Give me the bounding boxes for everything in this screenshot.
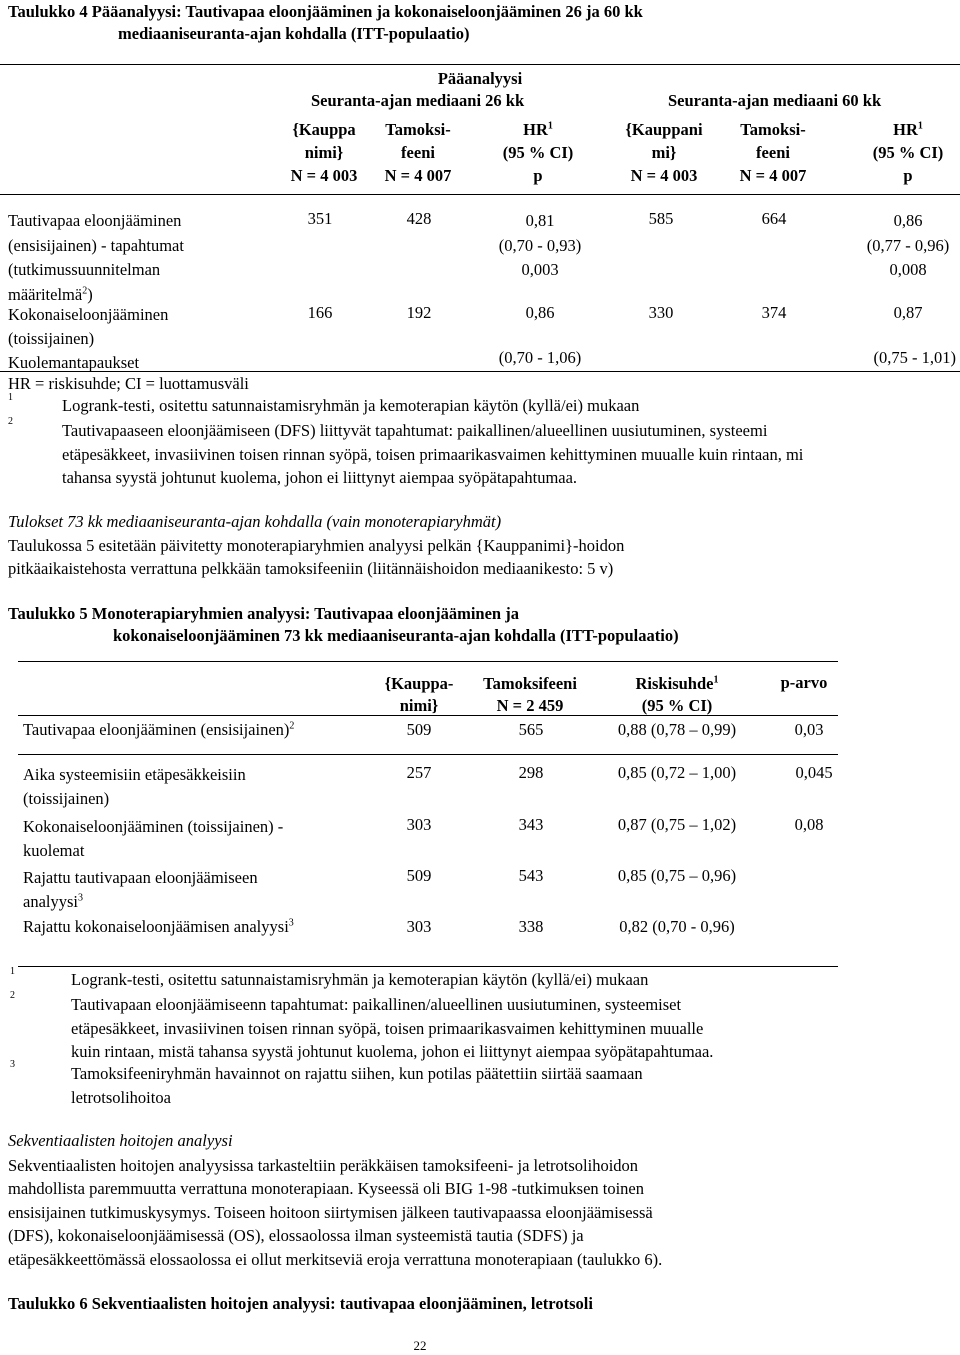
table5-col-header-pvalue: p-arvo	[780, 673, 828, 692]
table4-cell: (0,70 - 1,06)	[498, 348, 582, 367]
table5-footnote-marker: 2	[10, 990, 15, 1001]
table5-cell: 343	[518, 815, 544, 834]
page-number: 22	[413, 1338, 427, 1353]
table5-cell: 0,85 (0,75 – 0,96)	[617, 866, 737, 885]
table4-cell: 0,86	[525, 303, 555, 322]
table4-col-header-tamoxifen-26: Tamoksi- feeni N = 4 007	[384, 120, 452, 185]
table4-cell: 664	[761, 209, 787, 228]
table5-cell: 0,87 (0,75 – 1,02)	[617, 815, 737, 834]
table4-footnote-1: Logrank-testi, ositettu satunnaistamisryhmän ja kemoterapian käytön (kyllä/ei) mukaan	[62, 396, 640, 415]
table5-cell: 565	[518, 720, 544, 739]
table5-row-label: Rajattu tautivapaan eloonjäämiseen analyysi$^3$	[23, 868, 258, 911]
table5-top-rule	[18, 661, 838, 662]
table5-cell: 509	[406, 720, 432, 739]
table6-title: Taulukko 6 Sekventiaalisten hoitojen analyysi: tautivapaa eloonjääminen, letrotsoli	[8, 1294, 593, 1313]
table5-cell: 0,03	[794, 720, 824, 739]
table5-cell: 543	[518, 866, 544, 885]
table5-cell: 0,88 (0,78 – 0,99)	[617, 720, 737, 739]
paragraph-sequential: Sekventiaalisten hoitojen analyysissa tarkasteltiin peräkkäisen tamoksifeeni- ja letrotsolihoidon mahdollista paremmuutta verrattuna monoterapiaan. Kyseessä oli BIG 1-98 -tutkimuksen toinen ensisijainen tutkimuskysymys. Toiseen hoitoon siirtymisen jälkeen tautivapaassa eloonjäämisessä (DFS), kokonaiseloonjäämisessä (OS), elossaolossa ilman systeemistä tautia (SDFS) ja etäpesäkkeettömässä elossaolossa ei ollut merkitseviä eroja verrattuna monoterapiaan (taulukko 6).	[8, 1156, 663, 1269]
table5-col-header-hr: Riskisuhde$^1$ (95 % CI)	[635, 674, 719, 715]
table4-col-header-tamoxifen-60: Tamoksi- feeni N = 4 007	[739, 120, 807, 185]
table5-cell: 0,82 (0,70 - 0,96)	[619, 917, 735, 936]
table5-title-line2: kokonaiseloonjääminen 73 kk mediaaniseuranta-ajan kohdalla (ITT-populaatio)	[113, 626, 679, 645]
table4-cell: (0,75 - 1,01)	[873, 348, 956, 367]
table4-cell: 192	[406, 303, 432, 322]
table4-footnote-marker: 2	[8, 416, 13, 427]
table4-cell: 0,86 (0,77 - 0,96) 0,008	[866, 211, 950, 279]
table5-footnote-3: Tamoksifeeniryhmän havainnot on rajattu siihen, kun potilas päätettiin siirtää saamaan letrotsolihoitoa	[71, 1064, 643, 1107]
table5-footnote-marker: 1	[10, 966, 15, 977]
table5-bottom-rule	[18, 966, 838, 967]
table5-cell: 0,85 (0,72 – 1,00)	[617, 763, 737, 782]
table5-cell: 338	[518, 917, 544, 936]
table5-footnote-2: Tautivapaan eloonjäämiseenn tapahtumat: paikallinen/alueellinen uusiutuminen, systeemiset etäpesäkkeet, invasiivinen toisen rinnan syöpä, toisen primaarikasvaimen kehittyminen muualle kuin rintaan, mistä tahansa syystä johtunut kuolema, johon ei liittynyt aiempaa syöpätapahtumaa.	[71, 995, 714, 1061]
table5-cell: 303	[406, 815, 432, 834]
table4-title-line1: Taulukko 4 Pääanalyysi: Tautivapaa eloonjääminen ja kokonaiseloonjääminen 26 ja 60 kk	[8, 2, 643, 21]
table4-main-header: Pääanalyysi	[437, 69, 523, 88]
paragraph-line: pitkäaikaistehosta verrattuna pelkkään tamoksifeeniin (liitännäishoidon mediaanikesto: 5 v)	[8, 559, 614, 578]
table4-cell: 330	[648, 303, 674, 322]
section-heading-73: Tulokset 73 kk mediaaniseuranta-ajan kohdalla (vain monoterapiaryhmät)	[8, 512, 502, 531]
table5-row-label: Rajattu kokonaiseloonjäämisen analyysi$^3$	[23, 917, 294, 936]
table5-row-label: Kokonaiseloonjääminen (toissijainen) - kuolemat	[23, 817, 284, 860]
table4-footnote-2: Tautivapaaseen eloonjäämiseen (DFS) liittyvät tapahtumat: paikallinen/alueellinen uusiutuminen, systeemi etäpesäkkeet, invasiivinen toisen rinnan syöpä, toisen primaarikasvaimen kehittyminen muualle kuin rintaan, mi tahansa syystä johtunut kuolema, johon ei liittynyt aiempaa syöpätapahtumaa.	[62, 421, 804, 487]
table4-cell: 585	[648, 209, 674, 228]
table4-cell: 166	[307, 303, 333, 322]
table4-row-label-dfs: Tautivapaa eloonjääminen (ensisijainen) - tapahtumat (tutkimussuunnitelman määritelmä$^2$)	[8, 211, 184, 304]
table4-title-line2: mediaaniseuranta-ajan kohdalla (ITT-populaatio)	[118, 24, 470, 43]
table4-row-label-os: Kokonaiseloonjääminen (toissijainen) Kuolemantapaukset	[8, 305, 169, 372]
table5-row-label: Tautivapaa eloonjääminen (ensisijainen)$^2$	[23, 720, 295, 739]
table5-col-header-product: {Kauppa- nimi}	[384, 674, 454, 715]
table5-row-label: Aika systeemisiin etäpesäkkeisiin (toissijainen)	[23, 765, 246, 808]
table4-cell: 351	[307, 209, 333, 228]
table4-footnote-marker: 1	[8, 392, 13, 403]
table5-cell: 0,08	[794, 815, 824, 834]
table5-footnote-marker: 3	[10, 1059, 15, 1070]
table4-header-rule	[0, 194, 960, 195]
table5-cell: 298	[518, 763, 544, 782]
table4-bottom-rule	[0, 371, 960, 372]
table4-cell: 374	[761, 303, 787, 322]
table5-cell: 257	[406, 763, 432, 782]
table4-top-rule	[0, 64, 960, 65]
table5-col-header-tamoxifen: Tamoksifeeni N = 2 459	[483, 674, 577, 715]
table4-col-header-hr-60: $HR^1$ (95 % CI) p	[872, 120, 944, 185]
table4-col-header-product-26: {Kauppa nimi} N = 4 003	[290, 120, 358, 185]
table5-cell: 0,045	[795, 763, 833, 782]
table4-cell: 428	[406, 209, 432, 228]
paragraph-line: Taulukossa 5 esitetään päivitetty monoterapiaryhmien analyysi pelkän {Kauppanimi}-hoidon	[8, 536, 625, 555]
table5-header-rule	[18, 715, 838, 716]
section-heading-sequential: Sekventiaalisten hoitojen analyysi	[8, 1131, 233, 1150]
table4-group-60: Seuranta-ajan mediaani 60 kk	[668, 91, 882, 110]
table5-title-line1: Taulukko 5 Monoterapiaryhmien analyysi: Tautivapaa eloonjääminen ja	[8, 604, 519, 623]
table5-row-rule	[18, 754, 838, 755]
table4-group-26: Seuranta-ajan mediaani 26 kk	[311, 91, 525, 110]
table4-col-header-hr-26: $HR^1$ (95 % CI) p	[502, 120, 574, 185]
table4-cell: 0,87	[893, 303, 923, 322]
table5-cell: 303	[406, 917, 432, 936]
table5-cell: 509	[406, 866, 432, 885]
table4-cell: 0,81 (0,70 - 0,93) 0,003	[498, 211, 582, 279]
table4-abbreviations: HR = riskisuhde; CI = luottamusväli	[8, 374, 249, 393]
table4-col-header-product-60: {Kauppani mi} N = 4 003	[625, 120, 703, 185]
table5-footnote-1: Logrank-testi, ositettu satunnaistamisryhmän ja kemoterapian käytön (kyllä/ei) mukaan	[71, 970, 649, 989]
